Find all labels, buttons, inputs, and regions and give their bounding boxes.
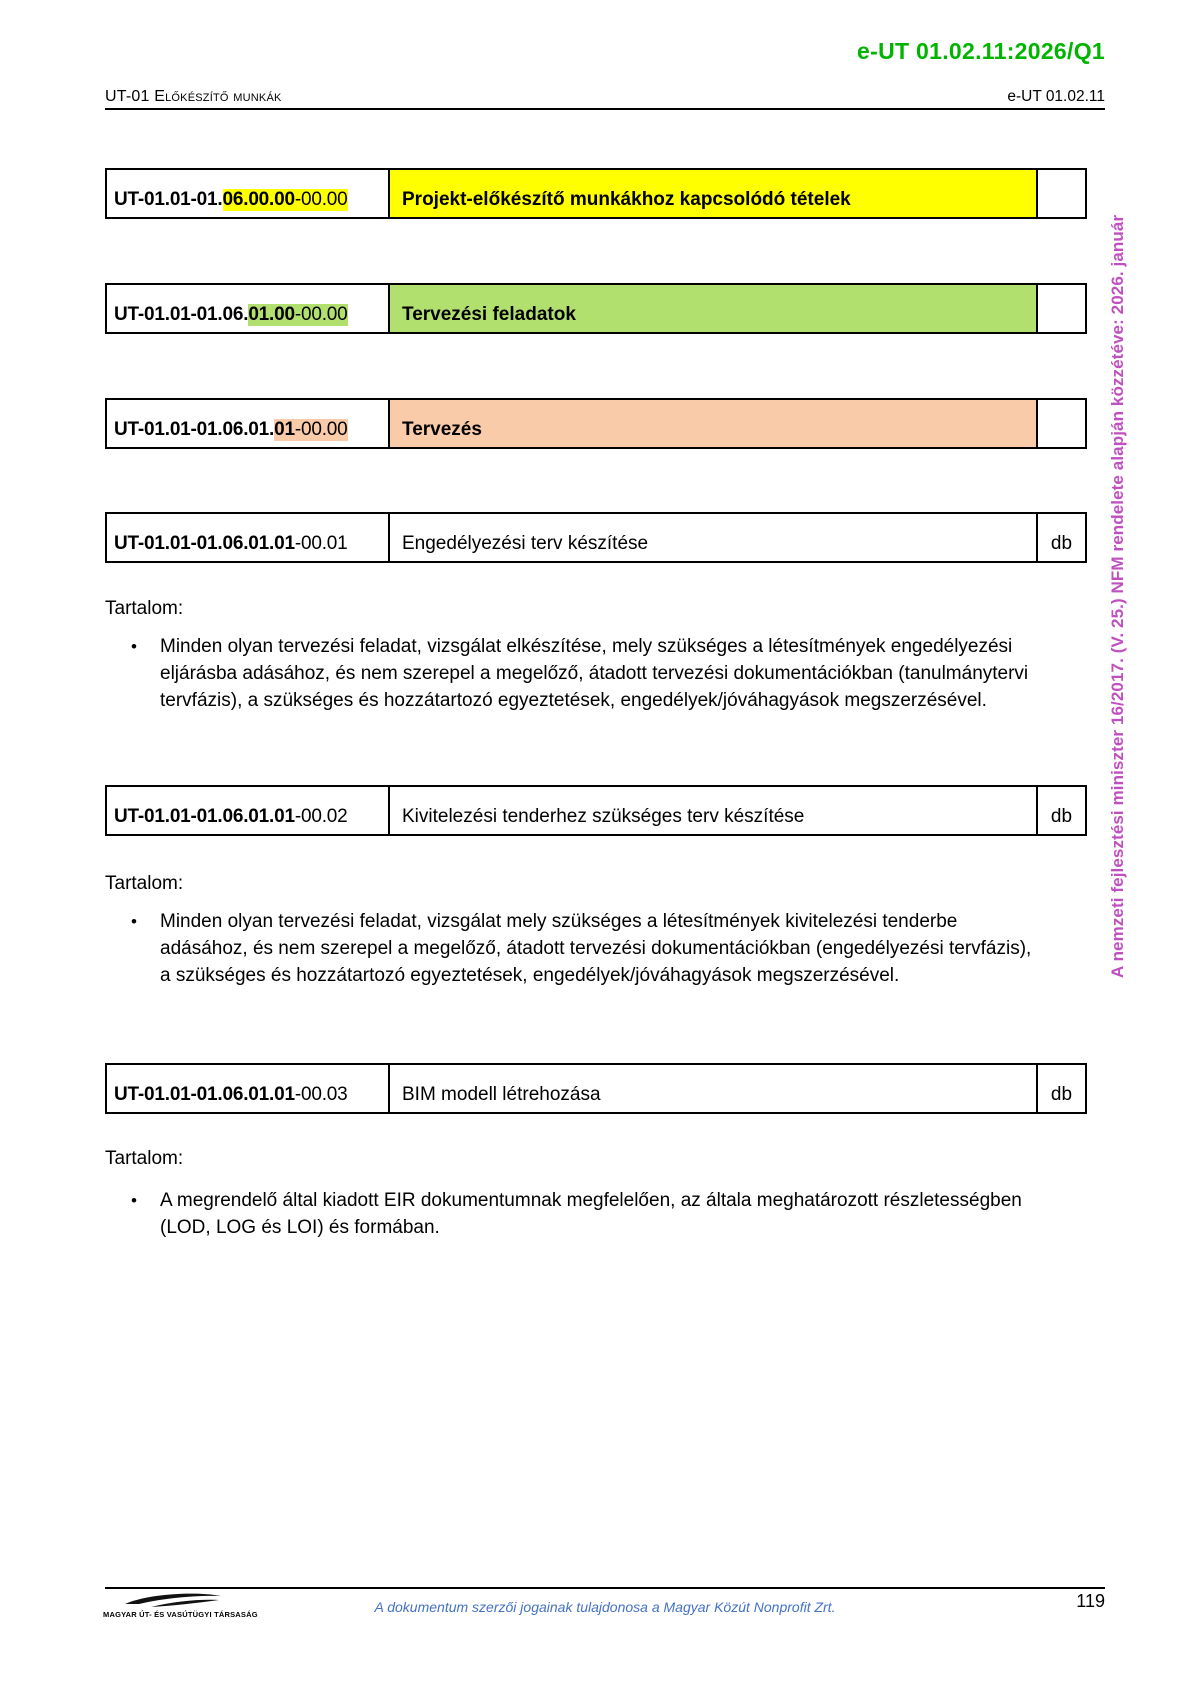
tartalom-label: Tartalom: — [105, 598, 184, 619]
item-unit: db — [1038, 1065, 1085, 1112]
footer-divider — [105, 1587, 1105, 1589]
spec-row-category-1 — [105, 168, 1087, 219]
code-highlight: 01-00.00 — [274, 419, 348, 440]
item-code: UT-01.01-01.06. 01.00-00.00 — [107, 285, 390, 332]
spec-row-category-2 — [105, 283, 1087, 334]
tartalom-bullet — [131, 633, 1043, 714]
tartalom-bullet — [131, 908, 1043, 989]
tartalom-label: Tartalom: — [105, 1148, 184, 1169]
spec-row-category-3 — [105, 398, 1087, 449]
code-highlight: 06.00.00-00.00 — [222, 189, 348, 210]
bullet-text: A megrendelő által kiadott EIR dokumentumnak megfelelően, az általa meghatározott részletességben (LOD, LOG és LOI) és formában. — [160, 1190, 1022, 1238]
page-header — [105, 82, 1105, 110]
item-unit — [1038, 170, 1085, 217]
item-title: Tervezési feladatok — [390, 285, 1038, 332]
item-code: UT-01.01-01. 06.00.00-00.00 — [107, 170, 390, 217]
item-title: BIM modell létrehozása — [390, 1065, 1038, 1112]
side-publication-note: A nemzeti fejlesztési miniszter 16/2017. (V. 25.) NFM rendelete alapján közzétéve: 2026. január — [1108, 214, 1127, 978]
footer-copyright: A dokumentum szerzői jogainak tulajdonosa a Magyar Közút Nonprofit Zrt. — [374, 1599, 836, 1615]
item-code: UT-01.01-01.06.01.01 -00.03 — [107, 1065, 390, 1112]
item-title: Kivitelezési tenderhez szükséges terv készítése — [390, 787, 1038, 834]
item-unit — [1038, 400, 1085, 447]
spec-row-item-1 — [105, 512, 1087, 563]
spec-row-item-2 — [105, 785, 1087, 836]
item-title: Engedélyezési terv készítése — [390, 514, 1038, 561]
bullet-marker: • — [131, 912, 137, 931]
bullet-text: Minden olyan tervezési feladat, vizsgálat mely szükséges a létesítmények kivitelezési tenderbe adásához, és nem szerepel a megelőző, átadott tervezési dokumentációkban (engedélyezési tervfázis), a szükséges és hozzátartozó egyeztetések, engedélyek/jóváhagyások megszerzésével. — [160, 911, 1032, 986]
page-number: 119 — [1076, 1591, 1105, 1611]
spec-row-item-3 — [105, 1063, 1087, 1114]
item-unit — [1038, 285, 1085, 332]
item-unit: db — [1038, 787, 1085, 834]
item-code: UT-01.01-01.06.01.01 -00.01 — [107, 514, 390, 561]
header-doc-number: e-UT 01.02.11 — [1007, 88, 1105, 105]
item-unit: db — [1038, 514, 1085, 561]
item-code: UT-01.01-01.06.01. 01-00.00 — [107, 400, 390, 447]
footer-logo-text: MAGYAR ÚT- ÉS VASÚTÜGYI TÁRSASÁG — [103, 1610, 258, 1619]
bullet-text: Minden olyan tervezési feladat, vizsgálat elkészítése, mely szükséges a létesítmények engedélyezési eljárásba adásához, és nem szerepel a megelőző, átadott tervezési dokumentációkban (tanulmánytervi tervfázis), a szükséges és hozzátartozó egyeztetések, engedélyek/jóváhagyások megszerzésével. — [160, 636, 1029, 711]
document-code-header: e-UT 01.02.11:2026/Q1 — [857, 38, 1105, 64]
code-highlight: 01.00-00.00 — [248, 304, 348, 325]
bullet-marker: • — [131, 1191, 137, 1210]
tartalom-bullet — [131, 1187, 1043, 1241]
tartalom-label: Tartalom: — [105, 873, 184, 894]
bullet-marker: • — [131, 637, 137, 656]
item-code: UT-01.01-01.06.01.01 -00.02 — [107, 787, 390, 834]
header-chapter-title: UT-01 Előkészítő munkák — [105, 88, 282, 105]
item-title: Tervezés — [390, 400, 1038, 447]
item-title: Projekt-előkészítő munkákhoz kapcsolódó tételek — [390, 170, 1038, 217]
